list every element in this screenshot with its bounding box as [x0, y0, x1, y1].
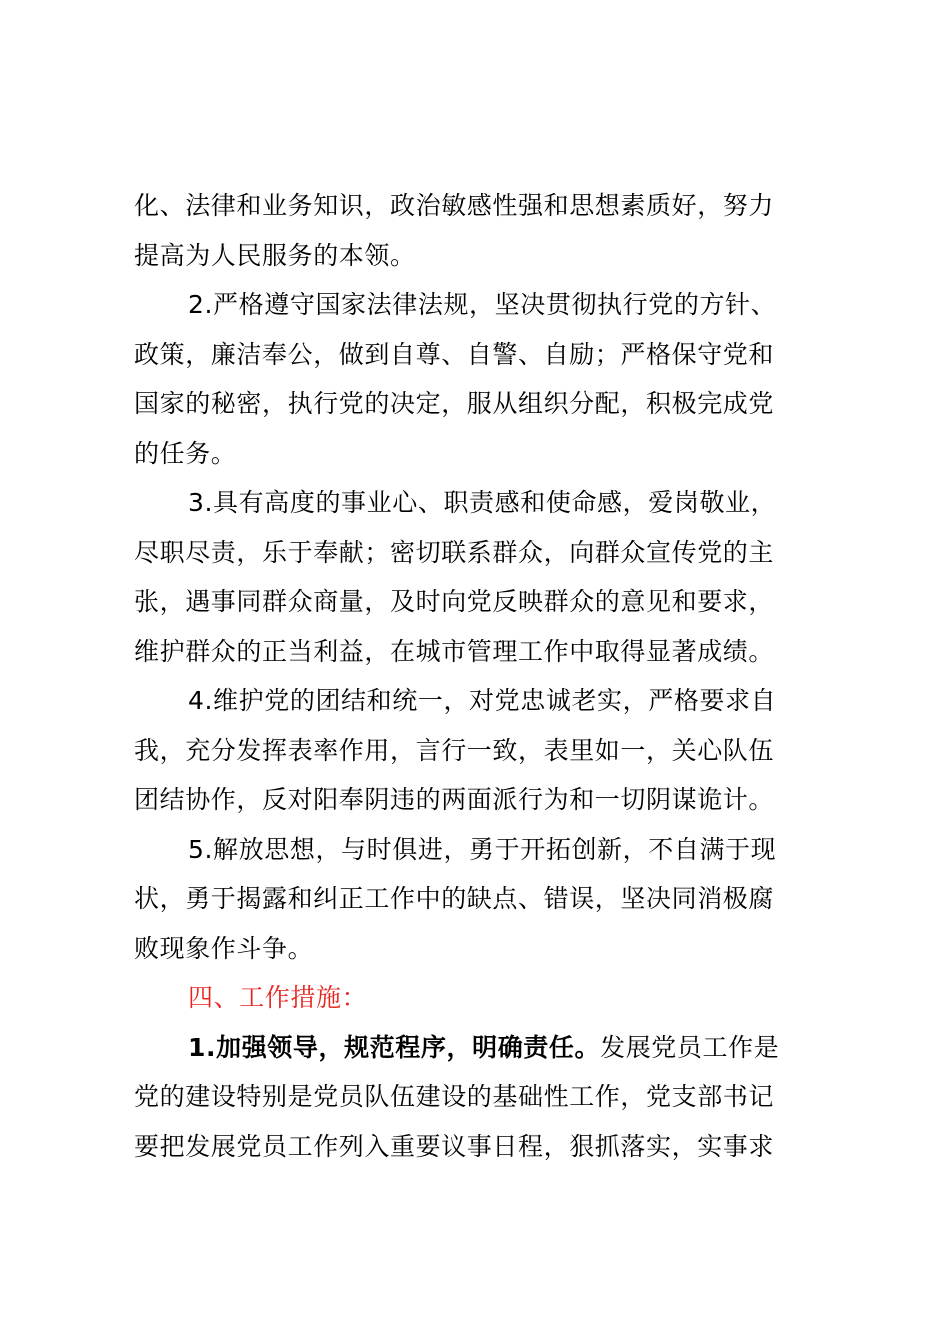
paragraph-line: 5.解放思想，与时俱进，勇于开拓创新，不自满于现	[188, 834, 777, 864]
paragraph-line: 的任务。	[134, 438, 237, 468]
paragraph-line: 尽职尽责，乐于奉献；密切联系群众，向群众宣传党的主	[134, 537, 775, 567]
paragraph-line	[134, 1023, 834, 1073]
document-body	[134, 181, 834, 1171]
paragraph-line: 状，勇于揭露和纠正工作中的缺点、错误，坚决同消极腐	[134, 884, 775, 913]
paragraph-line: 张，遇事同群众商量，及时向党反映群众的意见和要求，	[134, 587, 775, 616]
paragraph-line: 要把发展党员工作列入重要议事日程，狠抓落实，实事求	[134, 1131, 775, 1161]
paragraph-line: 4.维护党的团结和统一，对党忠诚老实，严格要求自	[188, 686, 777, 715]
paragraph-line: 2.严格遵守国家法律法规，坚决贯彻执行党的方针、	[188, 290, 777, 319]
paragraph-line: 政策，廉洁奉公，做到自尊、自警、自励；严格保守党和	[134, 339, 775, 369]
paragraph-line: 国家的秘密，执行党的决定，服从组织分配，积极完成党	[134, 389, 775, 418]
paragraph-line: 维护群众的正当利益，在城市管理工作中取得显著成绩。	[134, 636, 775, 666]
paragraph-line: 提高为人民服务的本领。	[134, 240, 416, 270]
measure-text: 发展党员工作是	[600, 1032, 780, 1062]
measure-title: 1.加强领导，规范程序，明确责任。	[188, 1032, 601, 1062]
paragraph-line: 团结协作，反对阳奉阴违的两面派行为和一切阴谋诡计。	[134, 785, 775, 814]
paragraph-line: 3.具有高度的事业心、职责感和使命感，爱岗敬业，	[188, 488, 777, 517]
paragraph-line: 党的建设特别是党员队伍建设的基础性工作，党支部书记	[134, 1082, 775, 1111]
paragraph-line: 败现象作斗争。	[134, 933, 314, 963]
paragraph-line: 化、法律和业务知识，政治敏感性强和思想素质好，努力	[134, 191, 775, 220]
section-heading: 四、工作措施：	[188, 983, 368, 1012]
paragraph-line: 我，充分发挥表率作用，言行一致，表里如一，关心队伍	[134, 735, 775, 765]
